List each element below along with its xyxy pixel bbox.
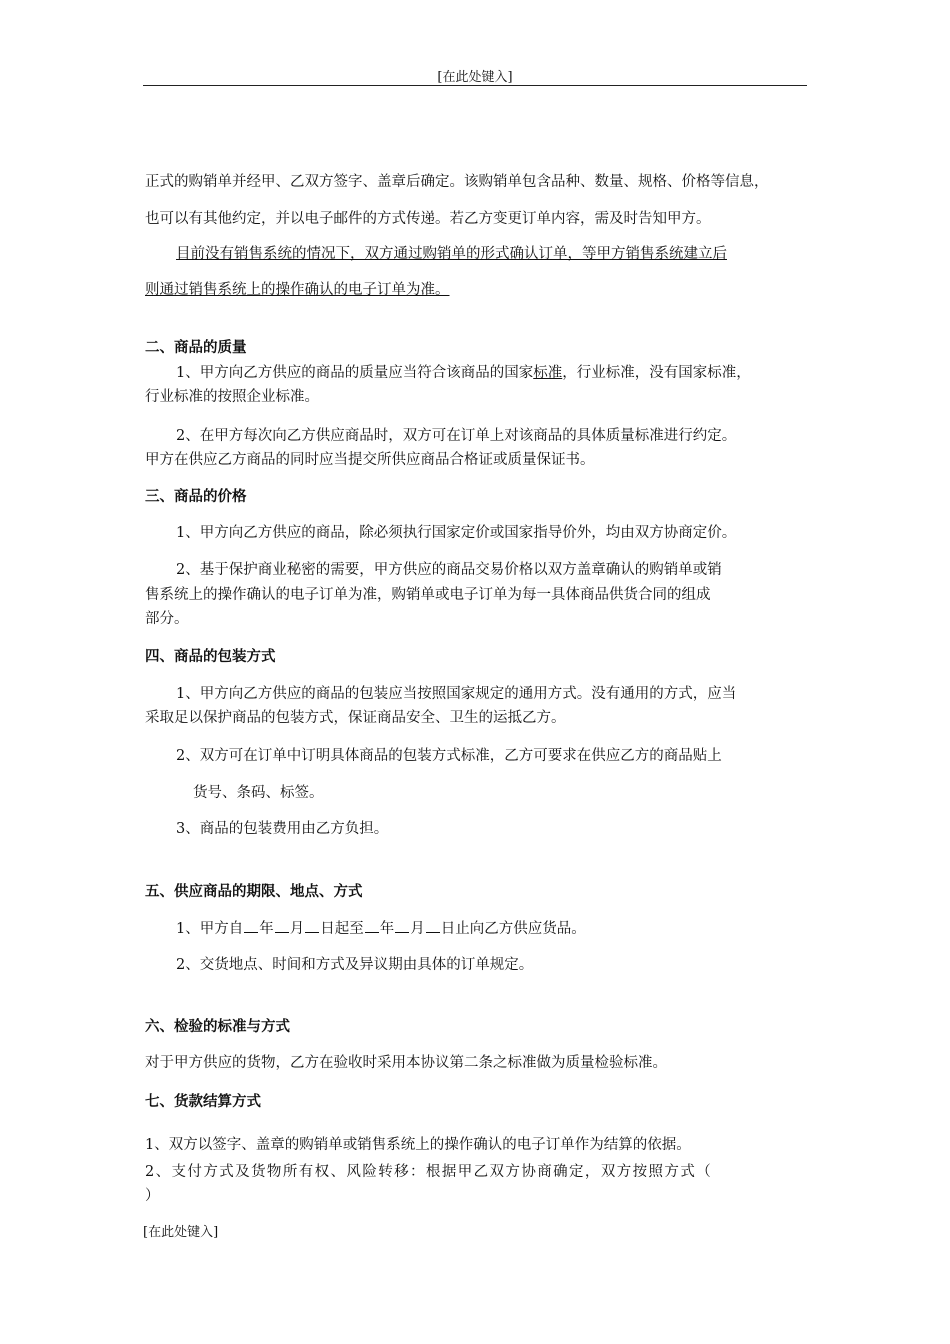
s3-p2-line-2: 售系统上的操作确认的电子订单为准，购销单或电子订单为每一具体商品供货合同的组成 — [145, 587, 711, 603]
s5-day-label-1: 日起至 — [320, 921, 364, 937]
blank-month-end[interactable] — [395, 918, 409, 933]
s2-p1-text-a: 1、甲方向乙方供应的商品的质量应当符合该商品的国家 — [176, 365, 534, 381]
s5-p1 — [176, 918, 586, 939]
s5-p1-text-from: 1、甲方自 — [176, 921, 244, 937]
s3-p1: 1、甲方向乙方供应的商品，除必须执行国家定价或国家指导价外，均由双方协商定价。 — [176, 525, 737, 541]
s4-p2-line-2: 货号、条码、标签。 — [193, 785, 324, 801]
page-footer: [在此处键入] — [143, 1225, 219, 1240]
page-header: [在此处键入] — [437, 70, 513, 85]
section-3-title: 三、商品的价格 — [145, 489, 247, 505]
s5-p2: 2、交货地点、时间和方式及异议期由具体的订单规定。 — [176, 957, 534, 973]
s4-p1-line-2: 采取足以保护商品的包装方式，保证商品安全、卫生的运抵乙方。 — [145, 710, 566, 726]
section-5-title: 五、供应商品的期限、地点、方式 — [145, 884, 363, 900]
s6-p1: 对于甲方供应的货物，乙方在验收时采用本协议第二条之标准做为质量检验标准。 — [145, 1055, 667, 1071]
s5-month-label-1: 月 — [289, 921, 305, 937]
blank-month-start[interactable] — [275, 918, 289, 933]
s2-p2-line-1: 2、在甲方每次向乙方供应商品时，双方可在订单上对该商品的具体质量标准进行约定。 — [176, 428, 737, 444]
s2-p1-line-2: 行业标准的按照企业标准。 — [145, 389, 319, 405]
blank-day-start[interactable] — [305, 918, 319, 933]
s2-p1-text-c: ，行业标准，没有国家标准， — [562, 365, 751, 381]
section-2-title: 二、商品的质量 — [145, 340, 247, 356]
s7-p1: 1、双方以签字、盖章的购销单或销售系统上的操作确认的电子订单作为结算的依据。 — [145, 1137, 691, 1153]
blank-year-end[interactable] — [365, 918, 379, 933]
s7-p2-line-2: ） — [145, 1188, 160, 1204]
s5-month-label-2: 月 — [410, 921, 425, 937]
section-7-title: 七、货款结算方式 — [145, 1094, 261, 1110]
s5-year-label-1: 年 — [259, 921, 274, 937]
s4-p2-line-1: 2、双方可在订单中订明具体商品的包装方式标准，乙方可要求在供应乙方的商品贴上 — [176, 748, 722, 764]
blank-year-start[interactable] — [244, 918, 258, 933]
intro-line-3: 目前没有销售系统的情况下，双方通过购销单的形式确认订单，等甲方销售系统建立后 — [176, 246, 727, 262]
s3-p2-line-3: 部分。 — [145, 611, 189, 627]
s5-p1-text-end: 日止向乙方供应货品。 — [440, 921, 586, 937]
s5-year-label-2: 年 — [379, 921, 395, 937]
header-rule — [143, 85, 807, 86]
blank-day-end[interactable] — [426, 918, 440, 933]
section-6-title: 六、检验的标准与方式 — [145, 1019, 290, 1035]
intro-line-1: 正式的购销单并经甲、乙双方签字、盖章后确定。该购销单包含品种、数量、规格、价格等信息， — [145, 174, 769, 190]
s2-p2-line-2: 甲方在供应乙方商品的同时应当提交所供应商品合格证或质量保证书。 — [145, 452, 595, 468]
s4-p3: 3、商品的包装费用由乙方负担。 — [176, 821, 389, 837]
s4-p1-line-1: 1、甲方向乙方供应的商品的包装应当按照国家规定的通用方式。没有通用的方式，应当 — [176, 686, 737, 702]
s2-p1-line-1 — [176, 363, 751, 383]
s2-p1-standard-link: 标准 — [533, 365, 563, 381]
s3-p2-line-1: 2、基于保护商业秘密的需要，甲方供应的商品交易价格以双方盖章确认的购销单或销 — [176, 562, 722, 578]
section-4-title: 四、商品的包装方式 — [145, 649, 276, 665]
s7-p2-line-1: 2、支付方式及货物所有权、风险转移：根据甲乙双方协商确定，双方按照方式（ — [145, 1164, 713, 1180]
intro-line-2: 也可以有其他约定，并以电子邮件的方式传递。若乙方变更订单内容，需及时告知甲方。 — [145, 211, 711, 227]
intro-line-4: 则通过销售系统上的操作确认的电子订单为准。 — [145, 282, 450, 298]
